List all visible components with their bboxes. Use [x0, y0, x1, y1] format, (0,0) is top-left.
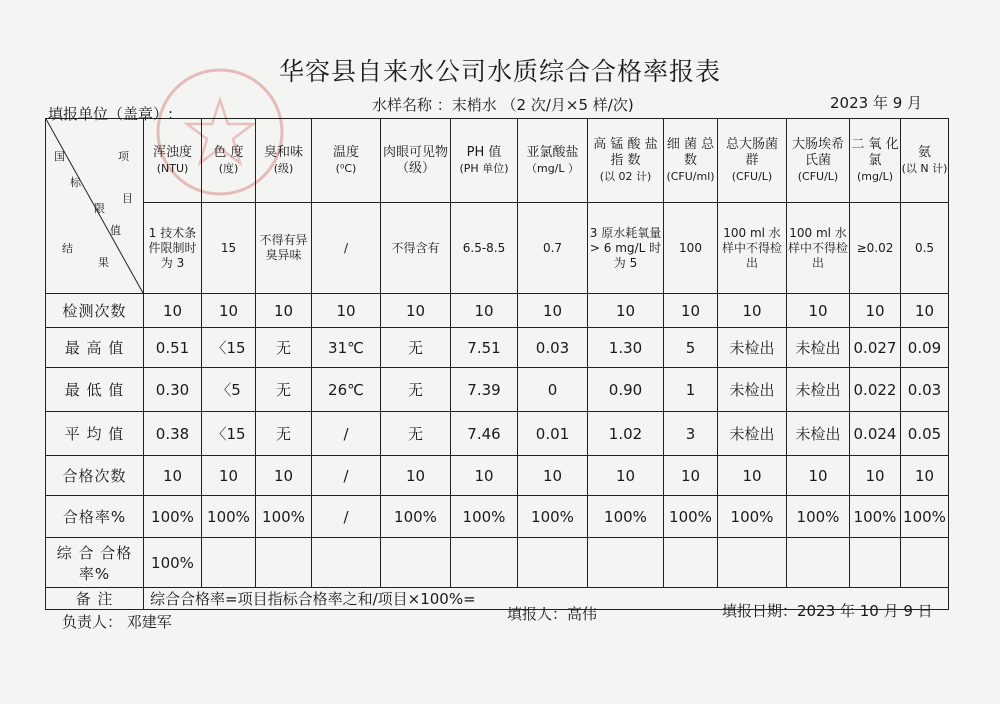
standard-cell: 0.7	[518, 203, 588, 294]
table-cell: 10	[144, 456, 202, 496]
table-row	[46, 294, 949, 328]
empty-cell	[901, 538, 949, 588]
table-cell: 10	[850, 294, 901, 328]
table-cell: 10	[312, 294, 381, 328]
table-cell: 1.30	[588, 328, 664, 368]
table-cell: 10	[718, 456, 787, 496]
table-cell: 10	[588, 456, 664, 496]
table-cell: 0.90	[588, 368, 664, 412]
row-label: 检测次数	[46, 294, 144, 328]
report-month: 2023 年 9 月	[830, 94, 923, 112]
table-cell: 未检出	[787, 328, 850, 368]
standard-cell: 0.5	[901, 203, 949, 294]
report-title: 华容县自来水公司水质综合合格率报表	[278, 57, 721, 86]
table-cell: 10	[202, 456, 256, 496]
header-permanganate-index: 高 锰 酸 盐 指 数 (以 02 计)	[588, 119, 664, 203]
standard-cell: 15	[202, 203, 256, 294]
table-cell: 未检出	[718, 368, 787, 412]
table-cell: 10	[381, 456, 451, 496]
table-cell: 100%	[664, 496, 718, 538]
corner-text: 结	[62, 242, 73, 255]
standard-cell: 不得含有	[381, 203, 451, 294]
table-cell: 10	[588, 294, 664, 328]
table-cell: 未检出	[718, 328, 787, 368]
table-cell: 7.51	[451, 328, 518, 368]
empty-cell	[312, 538, 381, 588]
table-cell: 未检出	[787, 368, 850, 412]
table-cell: 0.022	[850, 368, 901, 412]
corner-text: 项	[118, 150, 129, 163]
table-cell: 100%	[381, 496, 451, 538]
table-cell: 无	[256, 368, 312, 412]
table-cell: 31℃	[312, 328, 381, 368]
empty-cell	[787, 538, 850, 588]
table-cell: 0.01	[518, 412, 588, 456]
remark-label: 备 注	[46, 588, 144, 610]
table-row	[46, 496, 949, 538]
standard-cell: ≥0.02	[850, 203, 901, 294]
table-cell: 10	[787, 456, 850, 496]
table-cell: 0.51	[144, 328, 202, 368]
remark-text: 综合合格率=项目指标合格率之和/项目×100%=	[144, 588, 949, 610]
table-cell: 100%	[451, 496, 518, 538]
table-cell: 无	[381, 412, 451, 456]
table-cell: 10	[256, 294, 312, 328]
table-cell: 100%	[718, 496, 787, 538]
corner-text: 果	[98, 256, 109, 269]
table-cell: 10	[518, 456, 588, 496]
standard-cell: 100 ml 水样中不得检出	[718, 203, 787, 294]
header-chlorine-dioxide: 二 氧 化 氯 (mg/L)	[850, 119, 901, 203]
overall-rate-label: 综 合 合格率%	[46, 538, 144, 588]
empty-cell	[518, 538, 588, 588]
table-cell: 100%	[901, 496, 949, 538]
table-cell: 〈5	[202, 368, 256, 412]
header-temperature: 温度 (⁰C)	[312, 119, 381, 203]
table-cell: 100%	[787, 496, 850, 538]
table-cell: 26℃	[312, 368, 381, 412]
table-cell: 10	[381, 294, 451, 328]
table-cell: 10	[256, 456, 312, 496]
overall-rate-value: 100%	[144, 538, 202, 588]
empty-cell	[664, 538, 718, 588]
standard-cell: 不得有异臭异味	[256, 203, 312, 294]
table-cell: 无	[381, 328, 451, 368]
table-cell: 10	[787, 294, 850, 328]
filled-by: 填报人：高伟	[507, 605, 598, 623]
standard-cell: 100	[664, 203, 718, 294]
table-cell: 7.46	[451, 412, 518, 456]
table-cell: 100%	[144, 496, 202, 538]
table-cell: 10	[901, 294, 949, 328]
table-cell: 100%	[588, 496, 664, 538]
table-row	[46, 456, 949, 496]
table-cell: 1.02	[588, 412, 664, 456]
table-cell: 无	[256, 328, 312, 368]
corner-text: 目	[122, 192, 133, 205]
standard-cell: 1 技术条件限制时为 3	[144, 203, 202, 294]
table-cell: 10	[718, 294, 787, 328]
table-cell: 无	[381, 368, 451, 412]
corner-header-cell	[46, 119, 144, 294]
empty-cell	[381, 538, 451, 588]
header-e-coli: 大肠埃希氏菌 (CFU/L)	[787, 119, 850, 203]
empty-cell	[451, 538, 518, 588]
table-cell: /	[312, 496, 381, 538]
header-turbidity: 浑浊度 (NTU)	[144, 119, 202, 203]
sample-name-label: 水样名称 ：末梢水 （2 次/月×5 样/次)	[372, 96, 634, 114]
empty-cell	[202, 538, 256, 588]
empty-cell	[718, 538, 787, 588]
reporting-unit-label: 填报单位（盖章）:	[48, 105, 174, 123]
table-cell: 0.024	[850, 412, 901, 456]
table-cell: 100%	[518, 496, 588, 538]
table-cell: 10	[202, 294, 256, 328]
fill-date: 填报日期：2023 年 10 月 9 日	[722, 602, 933, 620]
table-cell: 〈15	[202, 328, 256, 368]
corner-text: 标	[70, 176, 81, 189]
header-bacteria-count: 细 菌 总 数 (CFU/ml)	[664, 119, 718, 203]
table-row	[46, 412, 949, 456]
empty-cell	[256, 538, 312, 588]
corner-text: 值	[110, 224, 121, 237]
table-cell: 0.30	[144, 368, 202, 412]
table-cell: 100%	[256, 496, 312, 538]
table-cell: /	[312, 412, 381, 456]
table-cell: 5	[664, 328, 718, 368]
corner-text: 限	[94, 202, 105, 215]
table-cell: 10	[850, 456, 901, 496]
row-label: 合格率%	[46, 496, 144, 538]
header-odor-taste: 臭和味 (级)	[256, 119, 312, 203]
table-row	[46, 328, 949, 368]
header-color: 色 度 (度)	[202, 119, 256, 203]
empty-cell	[850, 538, 901, 588]
table-cell: 10	[664, 294, 718, 328]
header-ph: PH 值 (PH 单位)	[451, 119, 518, 203]
table-cell: 100%	[202, 496, 256, 538]
standard-cell: 6.5-8.5	[451, 203, 518, 294]
table-cell: 0.38	[144, 412, 202, 456]
table-cell: 10	[518, 294, 588, 328]
table-cell: 无	[256, 412, 312, 456]
table-cell: 未检出	[787, 412, 850, 456]
table-cell: 0.03	[901, 368, 949, 412]
table-cell: 0.09	[901, 328, 949, 368]
table-cell: 0.027	[850, 328, 901, 368]
table-row	[46, 368, 949, 412]
header-ammonia: 氨 (以 N 计)	[901, 119, 949, 203]
table-cell: 〈15	[202, 412, 256, 456]
standard-cell: /	[312, 203, 381, 294]
row-label: 平 均 值	[46, 412, 144, 456]
header-visible-matter: 肉眼可见物（级）	[381, 119, 451, 203]
empty-cell	[588, 538, 664, 588]
table-cell: 0.05	[901, 412, 949, 456]
table-cell: 10	[451, 456, 518, 496]
standard-cell: 100 ml 水样中不得检出	[787, 203, 850, 294]
table-cell: 1	[664, 368, 718, 412]
table-cell: 100%	[850, 496, 901, 538]
row-label: 最 低 值	[46, 368, 144, 412]
header-chlorite: 亚氯酸盐 （mg/L ）	[518, 119, 588, 203]
table-cell: 10	[901, 456, 949, 496]
corner-text: 国	[54, 150, 65, 163]
table-cell: /	[312, 456, 381, 496]
table-cell: 7.39	[451, 368, 518, 412]
overall-rate-row	[46, 538, 949, 588]
standard-cell: 3 原水耗氧量 > 6 mg/L 时为 5	[588, 203, 664, 294]
row-label: 最 高 值	[46, 328, 144, 368]
table-cell: 3	[664, 412, 718, 456]
responsible-person: 负责人： 邓建军	[62, 613, 172, 631]
table-cell: 10	[664, 456, 718, 496]
table-cell: 0	[518, 368, 588, 412]
table-cell: 10	[144, 294, 202, 328]
table-cell: 0.03	[518, 328, 588, 368]
table-cell: 未检出	[718, 412, 787, 456]
header-total-coliforms: 总大肠菌 群 (CFU/L)	[718, 119, 787, 203]
row-label: 合格次数	[46, 456, 144, 496]
table-cell: 10	[451, 294, 518, 328]
water-quality-table	[45, 118, 949, 610]
